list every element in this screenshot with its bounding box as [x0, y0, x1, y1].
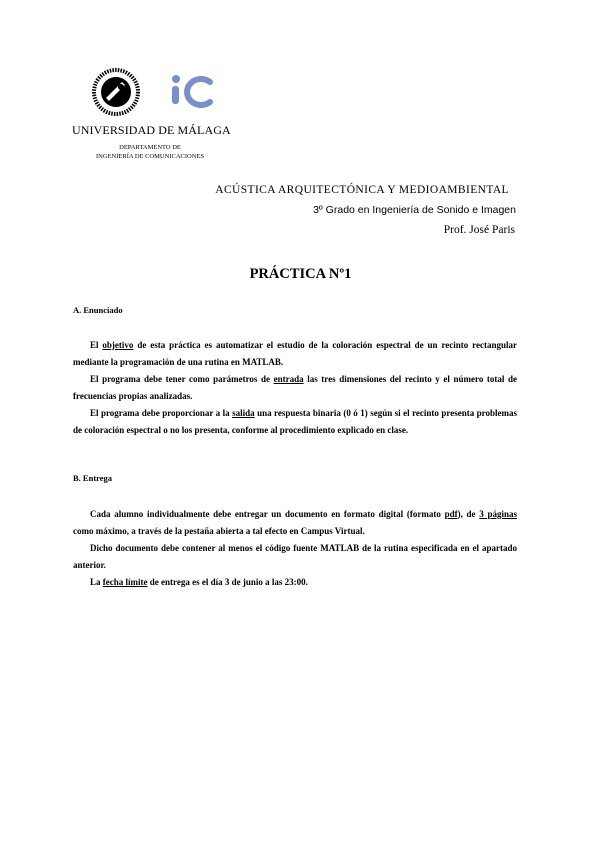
section-a-paragraph-1: El objetivo de esta práctica es automatizar el estudio de la coloración espectral de un recinto rectangular mediante la programación de una rutina en MATLAB.: [73, 340, 517, 367]
keyword-fecha-limite: fecha límite: [102, 577, 148, 587]
practice-title: PRÁCTICA Nº1: [249, 266, 352, 282]
section-a-heading: A. Enunciado: [73, 305, 123, 315]
section-b-paragraph-2: Dicho documento debe contener al menos el código fuente MATLAB de la rutina especificada en el apartado anterior.: [73, 543, 517, 570]
professor-name: Prof. José Paris: [443, 224, 515, 236]
section-b-paragraph-1: Cada alumno individualmente debe entregar un documento en formato digital (formato pdf), de 3 páginas como máximo, a través de la pestaña abierta a tal efecto en Campus Virtual.: [73, 509, 517, 536]
section-a-paragraph-3: El programa debe proporcionar a la salida una respuesta binaria (0 ó 1) según si el recinto presenta problemas de coloración espectral o no los presenta, conforme al procedimiento explicado en clase.: [73, 408, 517, 435]
subject-title: ACÚSTICA ARQUITECTÓNICA Y MEDIOAMBIENTAL: [215, 184, 509, 196]
university-name: UNIVERSIDAD DE MÁLAGA: [72, 123, 231, 137]
ic-department-logo: [168, 72, 216, 108]
keyword-3-paginas: 3 páginas: [479, 509, 517, 519]
department-name: [85, 144, 215, 161]
degree-name: 3º Grado en Ingeniería de Sonido e Imagen: [313, 204, 516, 216]
section-b-paragraph-3: La fecha límite de entrega es el día 3 de junio a las 23:00.: [90, 577, 308, 587]
department-line-2: INGENIERÍA DE COMUNICACIONES: [96, 152, 204, 160]
keyword-pdf: pdf: [444, 509, 458, 519]
section-b-heading: B. Entrega: [73, 473, 113, 483]
section-a-paragraph-2: El programa debe tener como parámetros de entrada las tres dimensiones del recinto y el número total de frecuencias propias analizadas.: [73, 374, 517, 401]
department-line-1: DEPARTAMENTO DE: [119, 144, 181, 151]
keyword-salida: salida: [232, 408, 255, 418]
university-seal-logo: [92, 68, 140, 116]
keyword-entrada: entrada: [273, 374, 304, 384]
keyword-objetivo: objetivo: [102, 340, 134, 350]
